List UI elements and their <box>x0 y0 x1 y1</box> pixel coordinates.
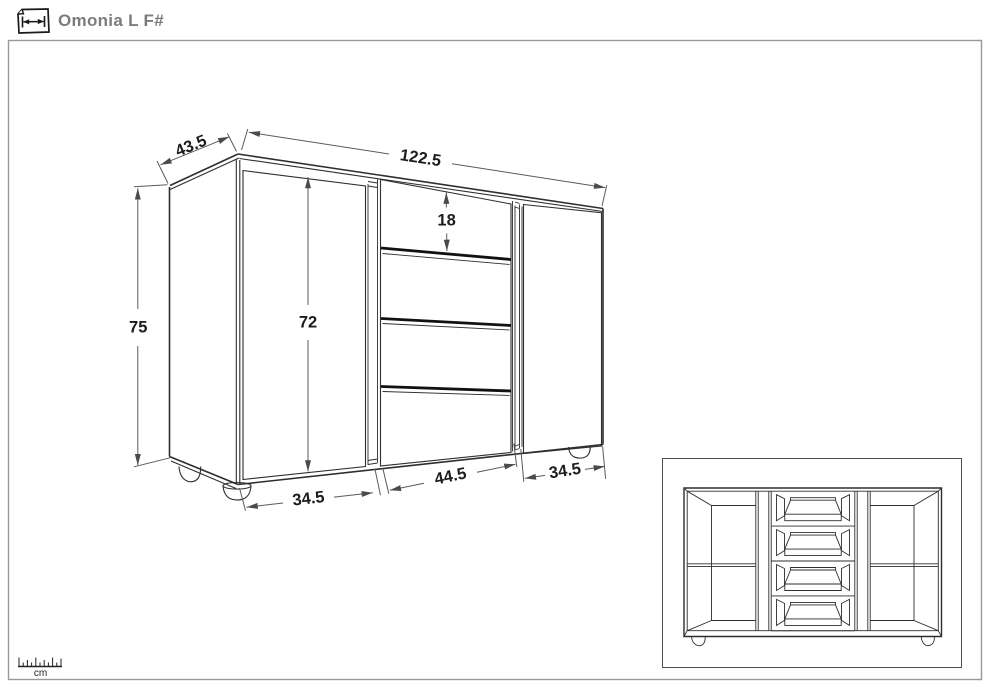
scale-unit-label: cm <box>33 668 48 679</box>
dim-width-label: 122.5 <box>398 146 443 171</box>
dim-height-label: 75 <box>129 318 148 337</box>
dim-top-drawer-height-label: 18 <box>437 211 456 230</box>
dim-front-height-label: 72 <box>298 313 318 332</box>
drawing-title: Omonia L F# <box>58 11 164 30</box>
dim-left-door-width-label: 34.5 <box>291 488 326 510</box>
dim-depth-label: 43.5 <box>172 131 210 161</box>
dim-right-door-width-label: 34.5 <box>547 459 583 483</box>
front-view-inset <box>663 459 962 668</box>
dim-drawer-section-width-label: 44.5 <box>432 464 469 489</box>
